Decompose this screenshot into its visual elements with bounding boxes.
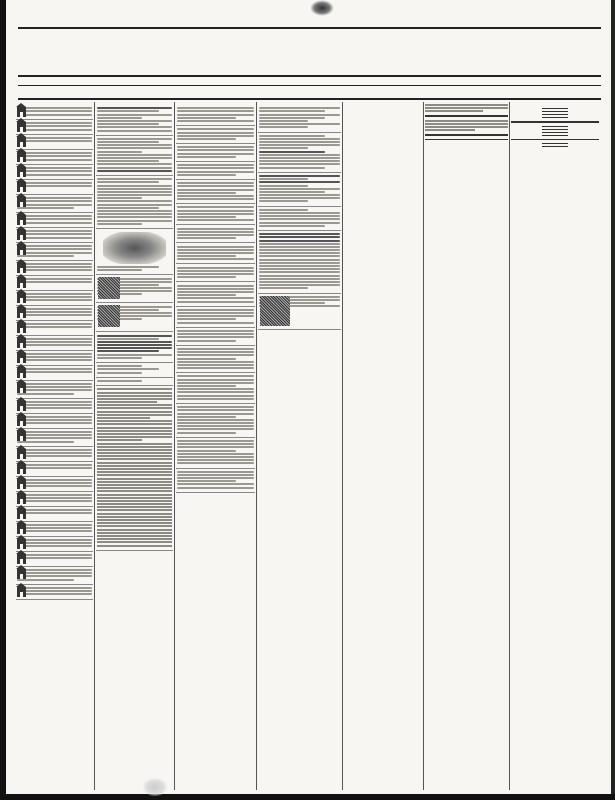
- imprint-rule: [18, 85, 601, 86]
- house-icon: [17, 494, 26, 504]
- house-icon: [17, 431, 26, 441]
- ad: [16, 261, 93, 276]
- ad: [176, 180, 255, 204]
- scan-border-bottom: [0, 794, 615, 800]
- house-icon: [17, 554, 26, 564]
- house-icon: [17, 338, 26, 348]
- ad: [16, 276, 93, 291]
- ad: [16, 195, 93, 213]
- column-editorial: [425, 102, 508, 792]
- ad: [16, 105, 93, 120]
- column-divider: [342, 102, 343, 790]
- ad: [16, 414, 93, 429]
- ad: [16, 567, 93, 585]
- house-icon: [17, 587, 26, 597]
- masthead-rule: [18, 75, 601, 77]
- column-divider: [94, 102, 95, 790]
- house-icon: [17, 479, 26, 489]
- ad: [16, 537, 93, 552]
- ad: [176, 225, 255, 243]
- ad: [176, 264, 255, 282]
- ad: [96, 303, 173, 332]
- ad: [16, 165, 93, 180]
- ad: [16, 150, 93, 165]
- house-icon: [17, 197, 26, 207]
- column-steamboats: [96, 102, 173, 792]
- scan-border-right: [611, 0, 615, 800]
- ad: [176, 438, 255, 469]
- ad: [176, 282, 255, 306]
- ad: [176, 204, 255, 225]
- ad: [258, 207, 341, 231]
- ad: [258, 133, 341, 173]
- house-icon: [17, 263, 26, 273]
- house-icon: [17, 215, 26, 225]
- house-icon: [17, 107, 26, 117]
- house-icon: [17, 293, 26, 303]
- school-ads: [176, 105, 255, 493]
- ad: [258, 105, 341, 133]
- ad: [16, 522, 93, 537]
- ad: [176, 469, 255, 493]
- ad: [258, 173, 341, 207]
- scan-border-left: [0, 0, 6, 800]
- house-icon: [17, 368, 26, 378]
- masthead-rule-top: [18, 27, 601, 29]
- ad: [96, 332, 173, 363]
- engraving-illustration: [103, 232, 166, 264]
- woodcut-illustration: [98, 305, 120, 327]
- ad: [16, 507, 93, 522]
- house-icon: [17, 137, 26, 147]
- real-estate-ads: [16, 105, 93, 600]
- ad: [176, 328, 255, 346]
- ad: [16, 213, 93, 228]
- ad: [16, 336, 93, 351]
- ad: [16, 381, 93, 399]
- column-divider: [174, 102, 175, 790]
- house-icon: [17, 182, 26, 192]
- ad: [96, 378, 173, 386]
- ad: [16, 306, 93, 321]
- paper-damage: [310, 0, 334, 16]
- dateline-rule: [18, 98, 601, 100]
- column-financial: [344, 102, 422, 792]
- ad: [176, 162, 255, 180]
- house-icon: [17, 383, 26, 393]
- ad: [16, 429, 93, 447]
- ad: [16, 120, 93, 135]
- ad: [16, 228, 93, 243]
- engraving-illustration: [260, 296, 290, 326]
- house-icon: [17, 278, 26, 288]
- ad: [176, 307, 255, 328]
- house-icon: [17, 323, 26, 333]
- ad: [96, 105, 173, 136]
- ad: [16, 462, 93, 477]
- column-divider: [256, 102, 257, 790]
- ad: [176, 404, 255, 438]
- ad: [96, 176, 173, 229]
- house-icon: [17, 416, 26, 426]
- column-schools: [176, 102, 255, 792]
- ad: [16, 243, 93, 261]
- house-icon: [17, 122, 26, 132]
- ad: [176, 105, 255, 126]
- woodcut-illustration: [98, 277, 120, 299]
- ad: [258, 231, 341, 294]
- ad: [16, 135, 93, 150]
- ad: [96, 136, 173, 176]
- house-icon: [17, 449, 26, 459]
- ad: [16, 492, 93, 507]
- house-icon: [17, 152, 26, 162]
- ad: [16, 366, 93, 381]
- house-icon: [17, 464, 26, 474]
- house-icon: [17, 509, 26, 519]
- column-news: [511, 102, 599, 792]
- ad: [16, 291, 93, 306]
- house-icon: [17, 230, 26, 240]
- ad: [96, 386, 173, 551]
- ad: [16, 552, 93, 567]
- column-insurance: [258, 102, 341, 792]
- ad: [16, 477, 93, 492]
- house-icon: [17, 308, 26, 318]
- house-icon: [17, 401, 26, 411]
- house-icon: [17, 167, 26, 177]
- column-divider: [423, 102, 424, 790]
- ad: [16, 585, 93, 600]
- ad: [176, 243, 255, 264]
- house-icon: [17, 539, 26, 549]
- ad: [96, 275, 173, 303]
- ad: [16, 180, 93, 195]
- ad: [176, 373, 255, 404]
- ad: [16, 447, 93, 462]
- ad: [176, 346, 255, 374]
- ad: [96, 363, 173, 378]
- ad: [176, 144, 255, 162]
- ad: [96, 229, 173, 275]
- house-icon: [17, 245, 26, 255]
- house-icon: [17, 524, 26, 534]
- ad: [16, 321, 93, 336]
- house-icon: [17, 569, 26, 579]
- house-icon: [17, 353, 26, 363]
- column-real-estate: [16, 102, 93, 792]
- ad: [176, 126, 255, 144]
- column-divider: [509, 102, 510, 790]
- ad: [16, 399, 93, 414]
- ad: [258, 294, 341, 330]
- ad: [16, 351, 93, 366]
